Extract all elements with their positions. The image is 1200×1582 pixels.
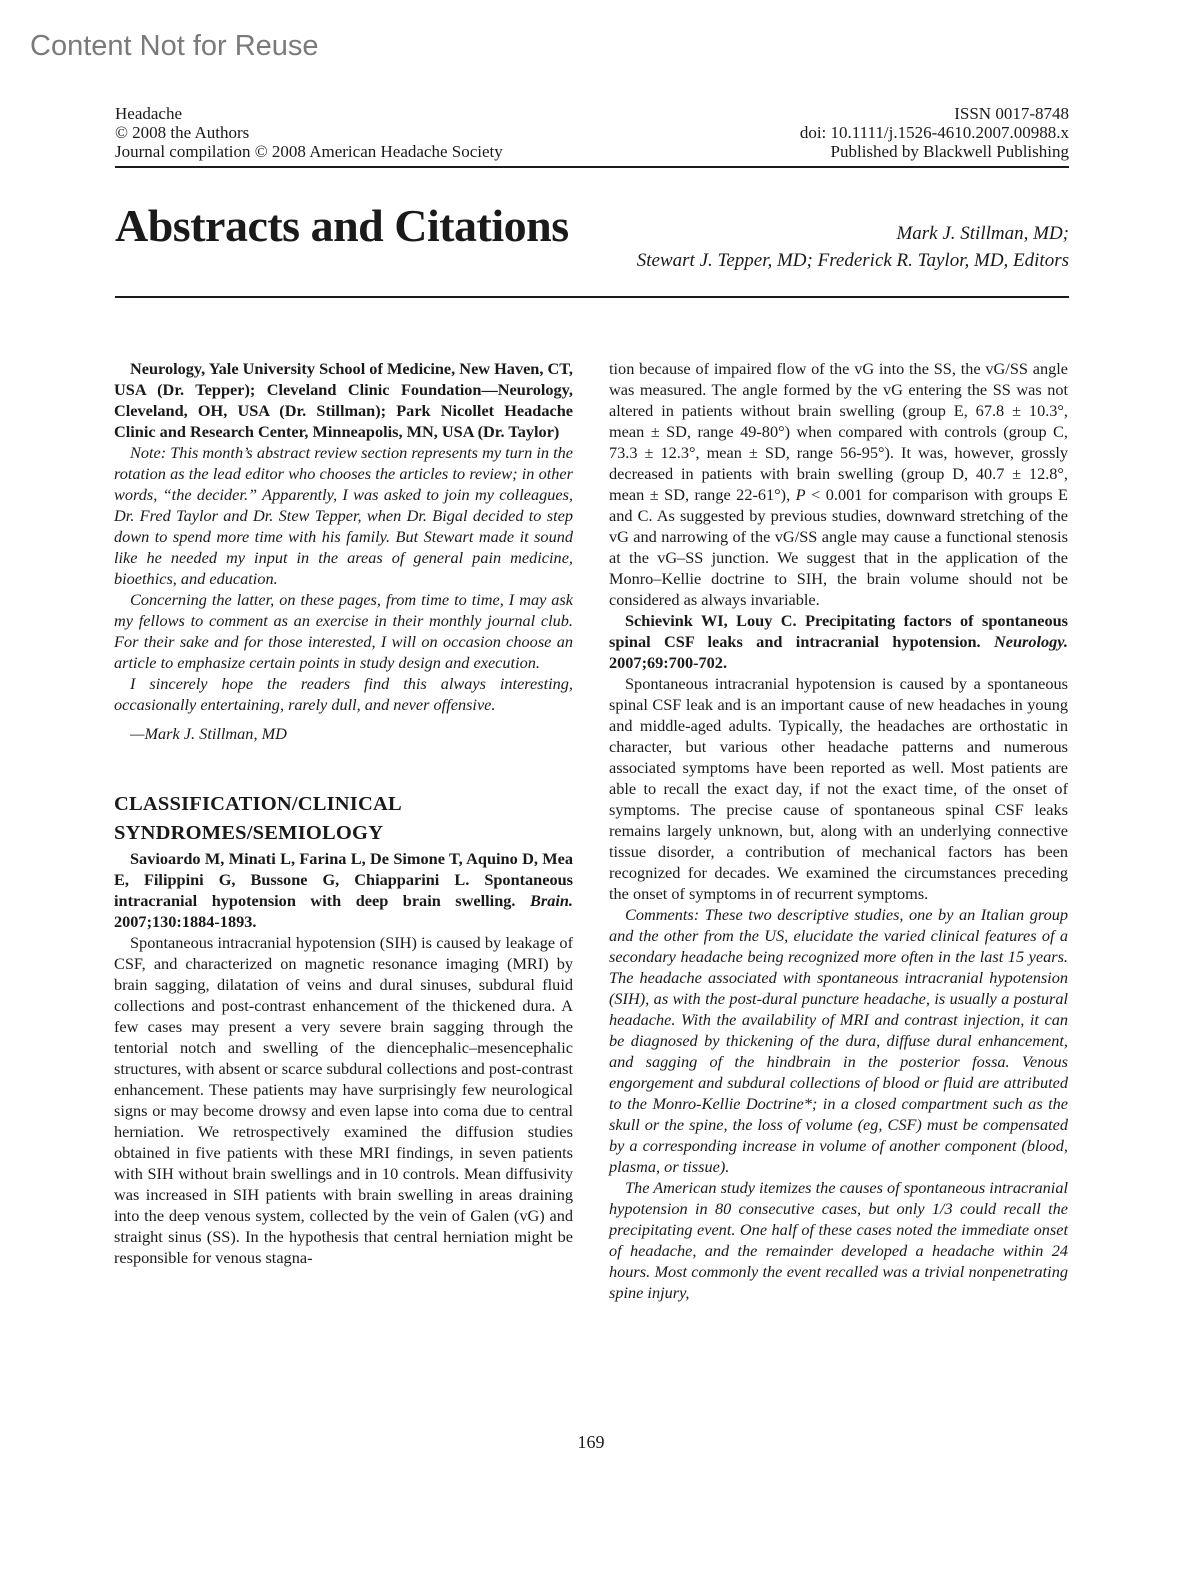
editors-line-1: Mark J. Stillman, MD;	[896, 223, 1069, 244]
citation-2	[609, 610, 1068, 673]
note-paragraph-3: I sincerely hope the readers find this always interesting, occasionally entertaining, rarely dull, and never offensive.	[114, 674, 573, 714]
abstract-1-text-b: < 0.001 for comparison with groups E and C. As suggested by previous studies, downward stretching of the vG and narrowing of the vG/SS angle may cause a functional stenosis at the vG–SS junction. We suggest that in the application of the Monro–Kellie doctrine to SIH, the brain volume should not be considered as always invariable.	[609, 485, 1068, 609]
journal-name: Headache	[115, 104, 183, 123]
affiliations: Neurology, Yale University School of Medicine, New Haven, CT, USA (Dr. Tepper); Cleveland Clinic Foundation—Neurology, Cleveland, OH, USA (Dr. Stillman); Park Nicollet Headache Clinic and Research Center, Minneapolis, MN, USA (Dr. Taylor)	[114, 359, 573, 441]
citation-1-journal: Brain.	[530, 891, 573, 910]
citation-2-authors-title: Schievink WI, Louy C. Precipitating factors of spontaneous spinal CSF leaks and intracranial hypotension.	[609, 611, 1068, 651]
comments-paragraph-2: The American study itemizes the causes of spontaneous intracranial hypotension in 80 consecutive cases, but only 1/3 could recall the precipitating event. One half of these cases noted the immediate onset of headache, and the remainder developed a headache within 24 hours. Most commonly the event recalled was a trivial nonpenetrating spine injury,	[609, 1178, 1068, 1302]
editors-line-2: Stewart J. Tepper, MD; Frederick R. Taylor, MD, Editors	[636, 250, 1069, 271]
citation-2-journal: Neurology.	[993, 632, 1068, 651]
page-number: 169	[577, 1432, 605, 1452]
abstract-1-part-1: Spontaneous intracranial hypotension (SIH) is caused by leakage of CSF, and characterized on magnetic resonance imaging (MRI) by brain sagging, dilatation of veins and dural sinuses, subdural fluid collections and post-contrast enhancement of the thickened dura. A few cases may present a very severe brain sagging through the tentorial notch and swelling of the diencephalic–mesencephalic structures, with absent or scarce subdural collections and post-contrast enhancement. These patients may have surprisingly few neurological signs or may become drowsy and even lapse into coma due to central herniation. We retrospectively examined the diffusion studies obtained in five patients with these MRI findings, in seven patients with SIH without brain swellings and in 10 controls. Mean diffusivity was increased in SIH patients with brain swelling in areas draining into the deep venous system, collected by the vein of Galen (vG) and straight sinus (SS). In the hypothesis that central herniation might be responsible for venous stagna-	[114, 933, 573, 1267]
header-rule	[115, 166, 1069, 168]
category-line-1: CLASSIFICATION/CLINICAL	[114, 793, 402, 815]
signature: —Mark J. Stillman, MD	[130, 724, 287, 743]
title-rule	[115, 296, 1069, 298]
abstract-1-text-a: tion because of impaired flow of the vG into the SS, the vG/SS angle was measured. The angle formed by the vG entering the SS was not altered in patients without brain swelling (group E, 67.8 ± 10.3°, mean ± SD, range 49-80°) when compared with controls (group C, 73.3 ± 12.3°, mean ± SD, range 56-95°). It was, however, grossly decreased in patients with brain swelling (group D, 40.7 ± 12.8°, mean ± SD, range 22-61°),	[609, 359, 1068, 504]
page-title: Abstracts and Citations	[115, 200, 569, 251]
editors	[637, 220, 1069, 274]
header-right	[800, 104, 1069, 161]
note-paragraph-2: Concerning the latter, on these pages, from time to time, I may ask my fellows to comment as an exercise in their monthly journal club. For their sake and for those interested, I will on occasion choose an article to emphasize certain points in study design and execution.	[114, 590, 573, 672]
header-left	[115, 104, 503, 161]
copyright-authors: © 2008 the Authors	[115, 123, 250, 142]
publisher: Published by Blackwell Publishing	[830, 142, 1069, 161]
note-paragraph-1: Note: This month’s abstract review section represents my turn in the rotation as the lead editor who chooses the articles to review; in other words, “the decider.” Apparently, I was asked to join my colleagues, Dr. Fred Taylor and Dr. Stew Tepper, when Dr. Bigal decided to step down to spend more time with his family. But Stewart made it sound like he needed my input in the areas of general pain medicine, bioethics, and education.	[114, 443, 573, 588]
journal-compilation: Journal compilation © 2008 American Headache Society	[115, 142, 503, 161]
category-line-2: SYNDROMES/SEMIOLOGY	[114, 822, 384, 844]
watermark: Content Not for Reuse	[30, 30, 319, 62]
citation-1-authors-title: Savioardo M, Minati L, Farina L, De Simone T, Aquino D, Mea E, Filippini G, Bussone G, Chiapparini L. Spontaneous intracranial hypotension with deep brain swelling.	[114, 849, 573, 910]
citation-2-ref: 2007;69:700-702.	[609, 653, 728, 672]
abstract-1-part-2	[609, 358, 1068, 610]
citation-1-ref: 2007;130:1884-1893.	[114, 912, 257, 931]
right-column	[609, 358, 1068, 1303]
abstract-2: Spontaneous intracranial hypotension is caused by a spontaneous spinal CSF leak and is an important cause of new headaches in young and middle-aged adults. Typically, the headaches are orthostatic in character, but various other headache patterns and numerous associated symptoms have been reported as well. Most patients are able to recall the exact day, if not the exact time, of the onset of symptoms. The precise cause of spontaneous spinal CSF leaks remains largely unknown, but, along with an underlying connective tissue disorder, a contribution of mechanical factors has been recognized for decades. We examined the circumstances preceding the onset of symptoms in of recurrent symptoms.	[609, 674, 1068, 903]
left-column	[114, 358, 573, 1268]
category-heading	[114, 790, 573, 848]
p-value-symbol: P	[795, 485, 806, 504]
doi: doi: 10.1111/j.1526-4610.2007.00988.x	[799, 123, 1069, 142]
comments-paragraph-1: Comments: These two descriptive studies, one by an Italian group and the other from the US, elucidate the varied clinical features of a secondary headache being recognized more often in the last 15 years. The headache associated with spontaneous intracranial hypotension (SIH), as with the post-dural puncture headache, is usually a postural headache. With the availability of MRI and contrast injection, it can be diagnosed by thickening of the dura, diffuse dural enhancement, and sagging of the hindbrain in the posterior fossa. Venous engorgement and subdural collections of blood or fluid are attributed to the Monro-Kellie Doctrine*; in a closed compartment such as the skull or the spine, the loss of volume (eg, CSF) must be compensated by a corresponding increase in volume of another component (blood, plasma, or tissue).	[609, 905, 1068, 1176]
editor-note	[114, 442, 573, 715]
issn: ISSN 0017-8748	[954, 104, 1069, 123]
citation-1	[114, 848, 573, 932]
